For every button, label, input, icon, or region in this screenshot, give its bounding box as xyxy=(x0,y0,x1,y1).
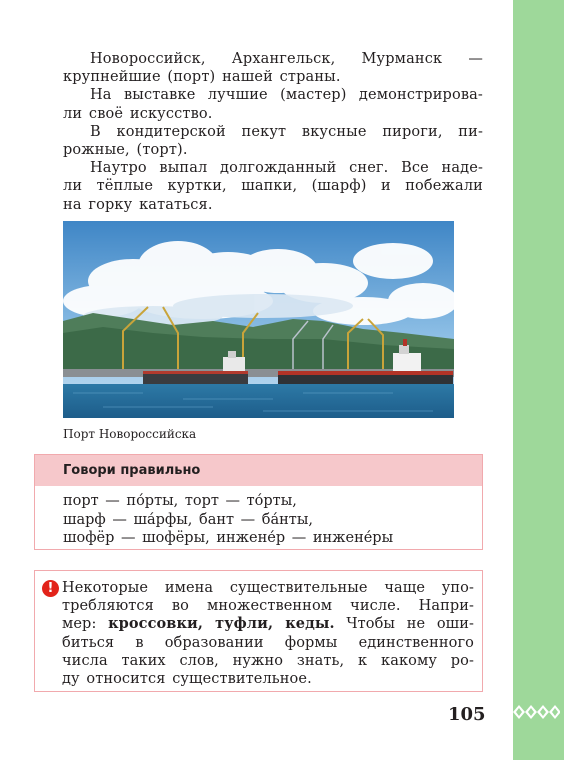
note-line: числа таких слов, нужно знать, к какому ро- xyxy=(62,652,474,669)
port-photo xyxy=(63,221,454,418)
port-illustration xyxy=(63,221,454,418)
text-line: ли своё искусство. xyxy=(63,105,213,122)
say-correctly-list xyxy=(35,486,482,548)
text-line: На выставке лучшие (мастер) демонстрирова- xyxy=(90,87,483,104)
page-number: 105 xyxy=(448,704,486,725)
exclamation-icon: ! xyxy=(42,580,59,597)
text-line: В кондитерской пекут вкусные пироги, пи- xyxy=(90,123,483,140)
say-correctly-title: Говори правильно xyxy=(35,455,482,486)
note-line: требляются во множественном числе. Напри- xyxy=(62,598,474,615)
text-line: Новороссийск, Архангельск, Мурманск — xyxy=(90,51,483,67)
text-line: рожные, (торт). xyxy=(63,142,188,159)
text-line: на горку кататься. xyxy=(63,196,213,213)
note-text-part: мер: xyxy=(62,616,109,633)
note-text-part: Чтобы не оши- xyxy=(334,616,474,633)
text-line: Наутро выпал долгожданный снег. Все наде- xyxy=(90,160,483,177)
stress-pair-line: шофёр — шофёры, инжене́р — инжене́ры xyxy=(63,530,394,546)
paragraph-3 xyxy=(63,123,483,159)
text-line: крупнейшие (порт) нашей страны. xyxy=(63,69,341,86)
note-line: Некоторые имена существительные чаще упо- xyxy=(62,580,474,596)
photo-caption: Порт Новороссийска xyxy=(63,427,197,441)
decorative-diamond-pattern xyxy=(513,703,560,721)
note-line: ду относится существительное. xyxy=(62,671,312,688)
note-line: биться в образовании формы единственного xyxy=(62,634,474,651)
note-line xyxy=(62,615,474,633)
rule-note-box xyxy=(34,570,483,692)
stress-pair-line: шарф — ша́рфы, бант — ба́нты, xyxy=(63,511,313,528)
say-correctly-box xyxy=(34,454,483,550)
exercise-text xyxy=(63,50,483,214)
paragraph-4 xyxy=(63,159,483,214)
note-bold-examples: кроссовки, туфли, кеды. xyxy=(108,615,335,633)
stress-pair-line: порт — по́рты, торт — то́рты, xyxy=(63,493,297,509)
paragraph-2 xyxy=(63,86,483,122)
paragraph-1 xyxy=(63,50,483,86)
side-margin-strip xyxy=(513,0,564,760)
rule-note-text xyxy=(62,579,474,688)
text-line: ли тёплые куртки, шапки, (шарф) и побежали xyxy=(63,178,483,195)
